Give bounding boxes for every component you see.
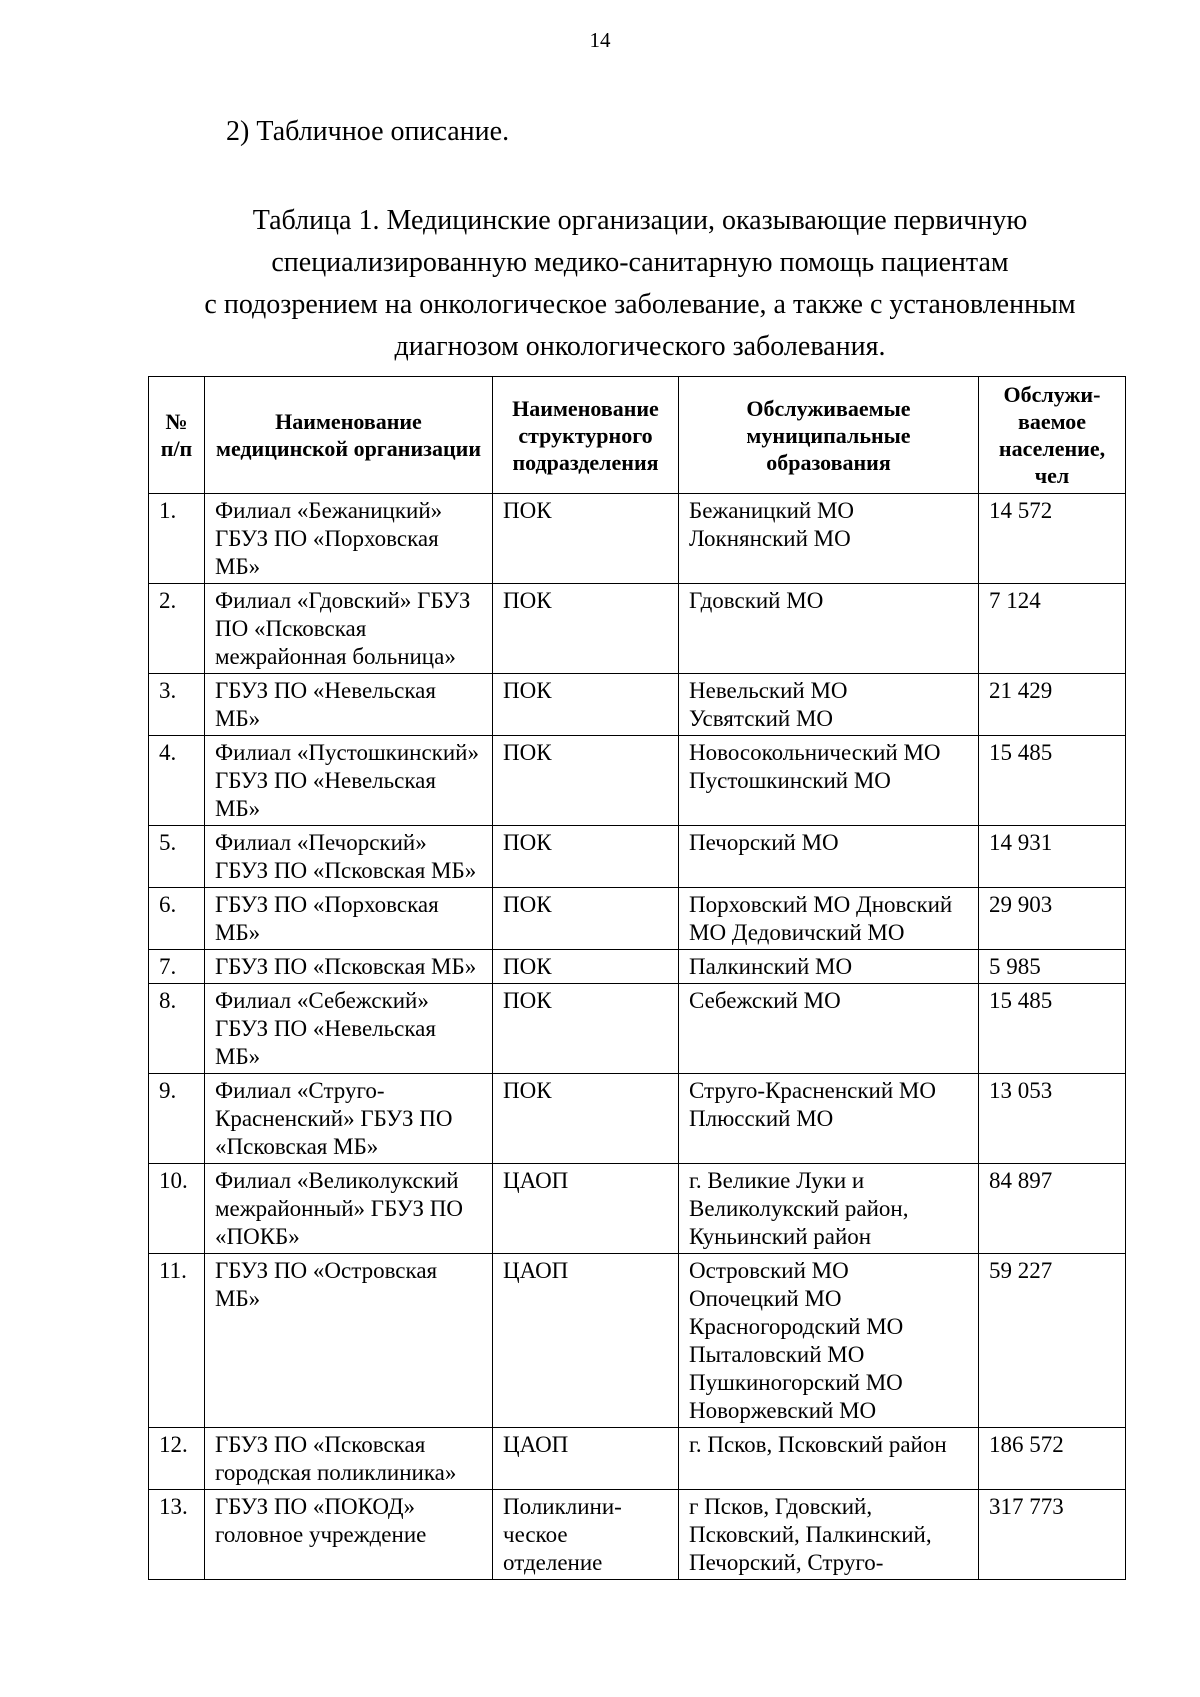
row-organization: ГБУЗ ПО «Псковская городская поликлиника» <box>205 1428 493 1490</box>
row-areas <box>679 1254 979 1428</box>
row-organization: ГБУЗ ПО «Псковская МБ» <box>205 950 493 984</box>
row-areas <box>679 494 979 584</box>
row-organization: Филиал «Струго-Красненский» ГБУЗ ПО «Псковская МБ» <box>205 1074 493 1164</box>
header-number: № п/п <box>149 377 205 494</box>
row-population: 14 572 <box>979 494 1126 584</box>
row-areas <box>679 950 979 984</box>
row-population: 7 124 <box>979 584 1126 674</box>
area-line: Пыталовский МО <box>689 1342 865 1367</box>
row-unit: ЦАОП <box>493 1254 679 1428</box>
row-unit: ПОК <box>493 736 679 826</box>
row-number: 5. <box>149 826 205 888</box>
row-organization: Филиал «Пустошкинский» ГБУЗ ПО «Невельская МБ» <box>205 736 493 826</box>
row-organization: ГБУЗ ПО «Невельская МБ» <box>205 674 493 736</box>
header-population: Обслужи-ваемое население, чел <box>979 377 1126 494</box>
row-number: 1. <box>149 494 205 584</box>
row-unit: ПОК <box>493 494 679 584</box>
row-areas <box>679 674 979 736</box>
row-areas <box>679 1428 979 1490</box>
area-line: Струго-Красненский МО <box>689 1078 936 1103</box>
area-line: г Псков, Гдовский, Псковский, Палкинский, Печорский, Струго- <box>689 1494 932 1575</box>
row-areas <box>679 826 979 888</box>
row-number: 6. <box>149 888 205 950</box>
row-unit: ПОК <box>493 984 679 1074</box>
row-unit: ПОК <box>493 826 679 888</box>
area-line: г. Псков, Псковский район <box>689 1432 947 1457</box>
row-number: 3. <box>149 674 205 736</box>
row-unit: ПОК <box>493 888 679 950</box>
table-header-row <box>149 377 1126 494</box>
area-line: Плюсский МО <box>689 1106 834 1131</box>
caption-line: Таблица 1. Медицинские организации, оказывающие первичную <box>252 205 1028 236</box>
row-unit: ЦАОП <box>493 1428 679 1490</box>
row-areas <box>679 584 979 674</box>
row-organization: Филиал «Бежаницкий» ГБУЗ ПО «Порховская МБ» <box>205 494 493 584</box>
area-line: Печорский МО <box>689 830 839 855</box>
row-number: 13. <box>149 1490 205 1580</box>
row-population: 59 227 <box>979 1254 1126 1428</box>
area-line: Куньинский район <box>689 1224 872 1249</box>
area-line: Красногородский МО <box>689 1314 904 1339</box>
caption-line: специализированную медико-санитарную помощь пациентам <box>271 247 1009 278</box>
table-row <box>149 984 1126 1074</box>
row-population: 14 931 <box>979 826 1126 888</box>
row-areas <box>679 984 979 1074</box>
row-areas <box>679 1074 979 1164</box>
area-line: Порховский МО Дновский МО Дедовичский МО <box>689 892 953 945</box>
area-line: Гдовский МО <box>689 588 824 613</box>
row-population: 21 429 <box>979 674 1126 736</box>
row-population: 15 485 <box>979 736 1126 826</box>
header-unit: Наименование структурного подразделения <box>493 377 679 494</box>
area-line: Невельский МО <box>689 678 848 703</box>
area-line: Опочецкий МО <box>689 1286 842 1311</box>
row-unit: ПОК <box>493 584 679 674</box>
table-row <box>149 736 1126 826</box>
area-line: Усвятский МО <box>689 706 834 731</box>
row-number: 2. <box>149 584 205 674</box>
table-row <box>149 1428 1126 1490</box>
area-line: г. Великие Луки и Великолукский район, <box>689 1168 909 1221</box>
area-line: Палкинский МО <box>689 954 853 979</box>
area-line: Бежаницкий МО <box>689 498 855 523</box>
row-population: 84 897 <box>979 1164 1126 1254</box>
page-number: 14 <box>589 28 611 52</box>
table-row <box>149 950 1126 984</box>
row-population: 29 903 <box>979 888 1126 950</box>
row-organization: Филиал «Себежский» ГБУЗ ПО «Невельская МБ» <box>205 984 493 1074</box>
row-areas <box>679 1490 979 1580</box>
area-line: Локнянский МО <box>689 526 851 551</box>
row-areas <box>679 1164 979 1254</box>
area-line: Пушкиногорский МО <box>689 1370 903 1395</box>
row-population: 5 985 <box>979 950 1126 984</box>
row-number: 10. <box>149 1164 205 1254</box>
section-heading: 2) Табличное описание. <box>226 116 510 147</box>
row-number: 12. <box>149 1428 205 1490</box>
row-number: 7. <box>149 950 205 984</box>
area-line: Себежский МО <box>689 988 841 1013</box>
row-organization: ГБУЗ ПО «Островская МБ» <box>205 1254 493 1428</box>
row-unit: ПОК <box>493 674 679 736</box>
area-line: Новоржевский МО <box>689 1398 877 1423</box>
row-unit: ПОК <box>493 950 679 984</box>
row-number: 4. <box>149 736 205 826</box>
row-organization: Филиал «Печорский» ГБУЗ ПО «Псковская МБ» <box>205 826 493 888</box>
table-row <box>149 888 1126 950</box>
table-row <box>149 826 1126 888</box>
area-line: Пустошкинский МО <box>689 768 891 793</box>
row-organization: Филиал «Великолукский межрайонный» ГБУЗ ПО «ПОКБ» <box>205 1164 493 1254</box>
table-row <box>149 1490 1126 1580</box>
table-body <box>149 494 1126 1580</box>
organizations-table <box>148 376 1126 1580</box>
row-number: 8. <box>149 984 205 1074</box>
row-unit: Поликлини-ческое отделение <box>493 1490 679 1580</box>
table-row <box>149 584 1126 674</box>
row-unit: ПОК <box>493 1074 679 1164</box>
caption-line: диагнозом онкологического заболевания. <box>394 331 886 362</box>
row-organization: ГБУЗ ПО «Порховская МБ» <box>205 888 493 950</box>
row-unit: ЦАОП <box>493 1164 679 1254</box>
row-organization: Филиал «Гдовский» ГБУЗ ПО «Псковская межрайонная больница» <box>205 584 493 674</box>
area-line: Островский МО <box>689 1258 849 1283</box>
header-organization: Наименование медицинской организации <box>205 377 493 494</box>
table-row <box>149 494 1126 584</box>
header-areas: Обслуживаемые муниципальные образования <box>679 377 979 494</box>
table-row <box>149 1074 1126 1164</box>
row-number: 9. <box>149 1074 205 1164</box>
caption-line: с подозрением на онкологическое заболевание, а также с установленным <box>204 289 1076 320</box>
table-row <box>149 674 1126 736</box>
row-areas <box>679 736 979 826</box>
table-row <box>149 1164 1126 1254</box>
row-population: 186 572 <box>979 1428 1126 1490</box>
table-caption <box>150 200 1130 368</box>
row-organization: ГБУЗ ПО «ПОКОД» головное учреждение <box>205 1490 493 1580</box>
area-line: Новосокольнический МО <box>689 740 941 765</box>
row-population: 317 773 <box>979 1490 1126 1580</box>
table-row <box>149 1254 1126 1428</box>
row-population: 13 053 <box>979 1074 1126 1164</box>
row-areas <box>679 888 979 950</box>
row-number: 11. <box>149 1254 205 1428</box>
row-population: 15 485 <box>979 984 1126 1074</box>
